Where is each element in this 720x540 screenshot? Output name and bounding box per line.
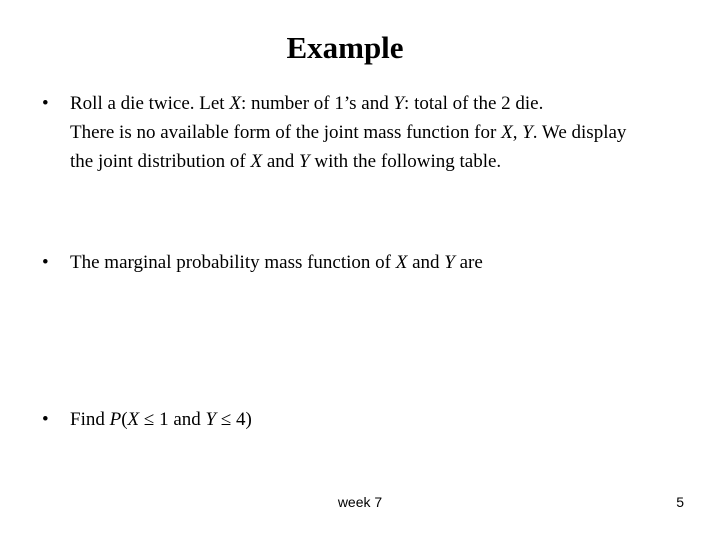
bullet-text: The marginal probability mass function of X and Y are: [70, 252, 483, 273]
bullet-text: Find P(X ≤ 1 and Y ≤ 4): [70, 409, 252, 430]
bullet-marginal-pmf: [42, 248, 702, 277]
slide-title: Example: [286, 30, 404, 65]
footer-week-label: week 7: [337, 494, 383, 510]
page-number: 5: [676, 494, 684, 510]
bullet-roll-die: [42, 89, 702, 176]
bullet-find-probability: [42, 405, 702, 434]
bullet-dot: •: [42, 93, 49, 114]
bullet-dot: •: [42, 252, 49, 273]
bullet-dot: •: [42, 409, 49, 430]
bullet-text: Roll a die twice. Let X: number of 1’s and Y: total of the 2 die. There is no available form of the joint mass function for X, Y. We display the joint distribution of X and Y with the following table.: [70, 93, 627, 172]
